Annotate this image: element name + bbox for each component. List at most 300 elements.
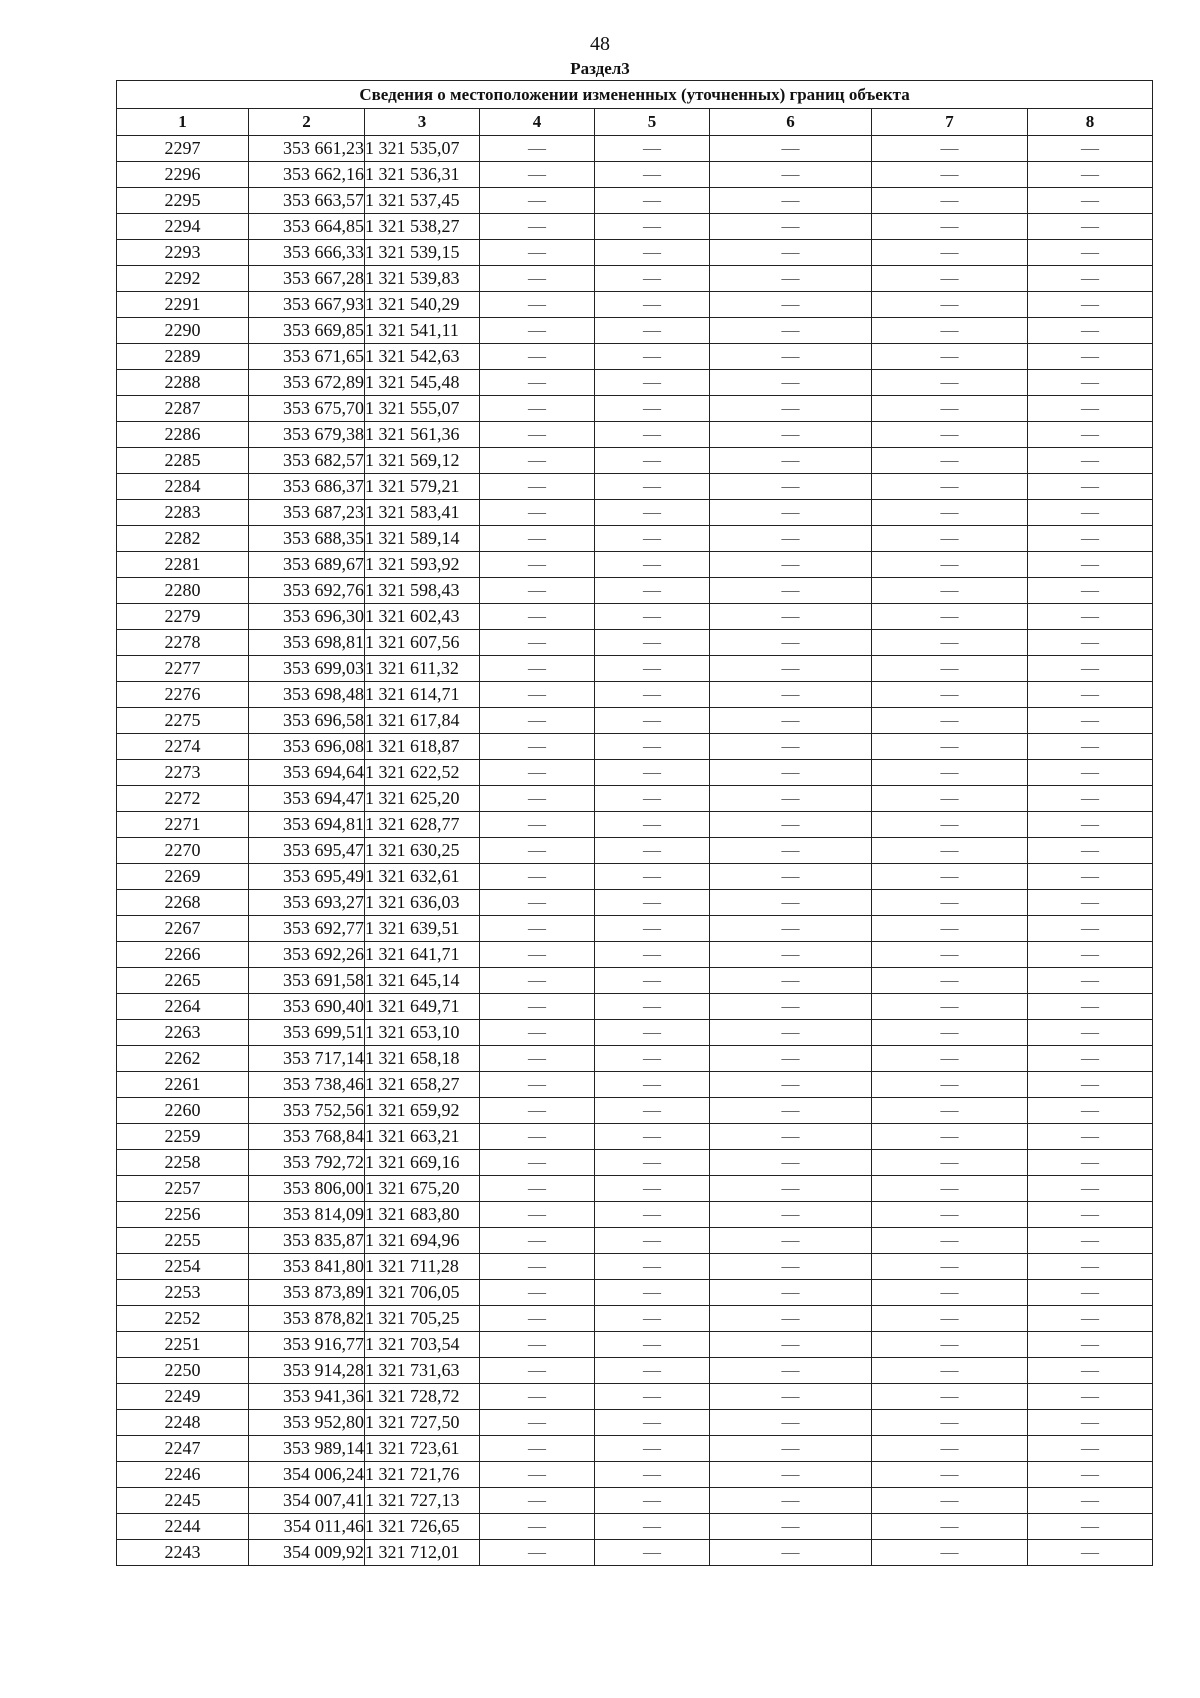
empty-cell-col-6: — [710, 916, 872, 942]
empty-cell-col-5: — [595, 1228, 710, 1254]
point-number-cell: 2262 [117, 1046, 249, 1072]
empty-cell-col-5: — [595, 526, 710, 552]
column-number-row [117, 109, 1153, 136]
empty-cell-col-4: — [480, 162, 595, 188]
empty-cell-col-6: — [710, 552, 872, 578]
x-coordinate-cell: 353 695,47 [249, 838, 365, 864]
empty-cell-col-7: — [872, 1228, 1028, 1254]
x-coordinate-cell: 353 699,03 [249, 656, 365, 682]
y-coordinate-cell: 1 321 617,84 [365, 708, 480, 734]
empty-cell-col-7: — [872, 786, 1028, 812]
empty-cell-col-6: — [710, 396, 872, 422]
y-coordinate-cell: 1 321 536,31 [365, 162, 480, 188]
empty-cell-col-7: — [872, 1072, 1028, 1098]
empty-cell-col-5: — [595, 1280, 710, 1306]
empty-cell-col-8: — [1028, 890, 1153, 916]
x-coordinate-cell: 354 011,46 [249, 1514, 365, 1540]
empty-cell-col-4: — [480, 1228, 595, 1254]
empty-cell-col-6: — [710, 864, 872, 890]
empty-cell-col-8: — [1028, 1150, 1153, 1176]
empty-cell-col-7: — [872, 1540, 1028, 1566]
empty-cell-col-6: — [710, 1384, 872, 1410]
empty-cell-col-4: — [480, 1514, 595, 1540]
point-number-cell: 2290 [117, 318, 249, 344]
point-number-cell: 2265 [117, 968, 249, 994]
y-coordinate-cell: 1 321 538,27 [365, 214, 480, 240]
empty-cell-col-4: — [480, 916, 595, 942]
point-number-cell: 2296 [117, 162, 249, 188]
x-coordinate-cell: 353 686,37 [249, 474, 365, 500]
empty-cell-col-4: — [480, 474, 595, 500]
y-coordinate-cell: 1 321 540,29 [365, 292, 480, 318]
empty-cell-col-5: — [595, 266, 710, 292]
empty-cell-col-7: — [872, 942, 1028, 968]
y-coordinate-cell: 1 321 694,96 [365, 1228, 480, 1254]
empty-cell-col-6: — [710, 734, 872, 760]
table-row [117, 1384, 1153, 1410]
empty-cell-col-8: — [1028, 760, 1153, 786]
y-coordinate-cell: 1 321 614,71 [365, 682, 480, 708]
column-number-2: 2 [249, 109, 365, 136]
y-coordinate-cell: 1 321 535,07 [365, 136, 480, 162]
y-coordinate-cell: 1 321 602,43 [365, 604, 480, 630]
y-coordinate-cell: 1 321 641,71 [365, 942, 480, 968]
empty-cell-col-6: — [710, 786, 872, 812]
point-number-cell: 2293 [117, 240, 249, 266]
y-coordinate-cell: 1 321 593,92 [365, 552, 480, 578]
point-number-cell: 2288 [117, 370, 249, 396]
x-coordinate-cell: 353 663,57 [249, 188, 365, 214]
y-coordinate-cell: 1 321 649,71 [365, 994, 480, 1020]
empty-cell-col-8: — [1028, 1254, 1153, 1280]
point-number-cell: 2255 [117, 1228, 249, 1254]
empty-cell-col-4: — [480, 1254, 595, 1280]
table-row [117, 890, 1153, 916]
empty-cell-col-4: — [480, 1072, 595, 1098]
empty-cell-col-4: — [480, 422, 595, 448]
empty-cell-col-7: — [872, 292, 1028, 318]
x-coordinate-cell: 353 682,57 [249, 448, 365, 474]
y-coordinate-cell: 1 321 569,12 [365, 448, 480, 474]
empty-cell-col-6: — [710, 760, 872, 786]
table-row [117, 708, 1153, 734]
empty-cell-col-5: — [595, 1488, 710, 1514]
empty-cell-col-8: — [1028, 1436, 1153, 1462]
empty-cell-col-5: — [595, 1202, 710, 1228]
table-row [117, 1202, 1153, 1228]
empty-cell-col-5: — [595, 1436, 710, 1462]
empty-cell-col-5: — [595, 344, 710, 370]
empty-cell-col-7: — [872, 734, 1028, 760]
empty-cell-col-5: — [595, 448, 710, 474]
point-number-cell: 2275 [117, 708, 249, 734]
empty-cell-col-5: — [595, 1072, 710, 1098]
empty-cell-col-8: — [1028, 630, 1153, 656]
y-coordinate-cell: 1 321 711,28 [365, 1254, 480, 1280]
empty-cell-col-4: — [480, 630, 595, 656]
empty-cell-col-7: — [872, 370, 1028, 396]
empty-cell-col-8: — [1028, 396, 1153, 422]
table-row [117, 682, 1153, 708]
table-row [117, 942, 1153, 968]
empty-cell-col-4: — [480, 1150, 595, 1176]
empty-cell-col-5: — [595, 370, 710, 396]
empty-cell-col-6: — [710, 474, 872, 500]
empty-cell-col-5: — [595, 630, 710, 656]
table-row [117, 552, 1153, 578]
empty-cell-col-5: — [595, 838, 710, 864]
table-row [117, 344, 1153, 370]
point-number-cell: 2269 [117, 864, 249, 890]
empty-cell-col-6: — [710, 1488, 872, 1514]
x-coordinate-cell: 353 687,23 [249, 500, 365, 526]
empty-cell-col-6: — [710, 1436, 872, 1462]
empty-cell-col-6: — [710, 656, 872, 682]
empty-cell-col-8: — [1028, 1020, 1153, 1046]
y-coordinate-cell: 1 321 618,87 [365, 734, 480, 760]
point-number-cell: 2251 [117, 1332, 249, 1358]
empty-cell-col-4: — [480, 1436, 595, 1462]
empty-cell-col-8: — [1028, 162, 1153, 188]
empty-cell-col-7: — [872, 916, 1028, 942]
point-number-cell: 2294 [117, 214, 249, 240]
x-coordinate-cell: 353 664,85 [249, 214, 365, 240]
empty-cell-col-8: — [1028, 812, 1153, 838]
coordinates-table [116, 80, 1153, 1566]
column-number-3: 3 [365, 109, 480, 136]
empty-cell-col-6: — [710, 1098, 872, 1124]
point-number-cell: 2249 [117, 1384, 249, 1410]
empty-cell-col-6: — [710, 1176, 872, 1202]
y-coordinate-cell: 1 321 712,01 [365, 1540, 480, 1566]
empty-cell-col-5: — [595, 474, 710, 500]
y-coordinate-cell: 1 321 703,54 [365, 1332, 480, 1358]
caption-row [117, 81, 1153, 109]
table-row [117, 1540, 1153, 1566]
y-coordinate-cell: 1 321 625,20 [365, 786, 480, 812]
point-number-cell: 2248 [117, 1410, 249, 1436]
empty-cell-col-7: — [872, 630, 1028, 656]
y-coordinate-cell: 1 321 545,48 [365, 370, 480, 396]
empty-cell-col-8: — [1028, 188, 1153, 214]
empty-cell-col-5: — [595, 1254, 710, 1280]
table-row [117, 916, 1153, 942]
empty-cell-col-6: — [710, 500, 872, 526]
page-number: 48 [590, 33, 610, 55]
empty-cell-col-4: — [480, 136, 595, 162]
y-coordinate-cell: 1 321 726,65 [365, 1514, 480, 1540]
point-number-cell: 2247 [117, 1436, 249, 1462]
y-coordinate-cell: 1 321 579,21 [365, 474, 480, 500]
y-coordinate-cell: 1 321 728,72 [365, 1384, 480, 1410]
point-number-cell: 2273 [117, 760, 249, 786]
point-number-cell: 2297 [117, 136, 249, 162]
table-row [117, 864, 1153, 890]
table-row [117, 292, 1153, 318]
point-number-cell: 2287 [117, 396, 249, 422]
empty-cell-col-6: — [710, 630, 872, 656]
empty-cell-col-8: — [1028, 1072, 1153, 1098]
empty-cell-col-7: — [872, 1436, 1028, 1462]
y-coordinate-cell: 1 321 675,20 [365, 1176, 480, 1202]
x-coordinate-cell: 353 914,28 [249, 1358, 365, 1384]
table-body [117, 136, 1153, 1566]
y-coordinate-cell: 1 321 645,14 [365, 968, 480, 994]
empty-cell-col-8: — [1028, 1358, 1153, 1384]
y-coordinate-cell: 1 321 659,92 [365, 1098, 480, 1124]
empty-cell-col-8: — [1028, 942, 1153, 968]
point-number-cell: 2268 [117, 890, 249, 916]
y-coordinate-cell: 1 321 607,56 [365, 630, 480, 656]
column-number-6: 6 [710, 109, 872, 136]
point-number-cell: 2289 [117, 344, 249, 370]
y-coordinate-cell: 1 321 542,63 [365, 344, 480, 370]
y-coordinate-cell: 1 321 630,25 [365, 838, 480, 864]
empty-cell-col-6: — [710, 266, 872, 292]
y-coordinate-cell: 1 321 727,50 [365, 1410, 480, 1436]
table-row [117, 760, 1153, 786]
table-row [117, 422, 1153, 448]
empty-cell-col-4: — [480, 240, 595, 266]
x-coordinate-cell: 353 738,46 [249, 1072, 365, 1098]
empty-cell-col-6: — [710, 1514, 872, 1540]
empty-cell-col-4: — [480, 578, 595, 604]
empty-cell-col-4: — [480, 1384, 595, 1410]
x-coordinate-cell: 353 989,14 [249, 1436, 365, 1462]
empty-cell-col-7: — [872, 1384, 1028, 1410]
empty-cell-col-6: — [710, 1306, 872, 1332]
point-number-cell: 2254 [117, 1254, 249, 1280]
y-coordinate-cell: 1 321 541,11 [365, 318, 480, 344]
empty-cell-col-7: — [872, 188, 1028, 214]
empty-cell-col-8: — [1028, 292, 1153, 318]
y-coordinate-cell: 1 321 622,52 [365, 760, 480, 786]
empty-cell-col-8: — [1028, 1098, 1153, 1124]
empty-cell-col-4: — [480, 1124, 595, 1150]
table-row [117, 630, 1153, 656]
empty-cell-col-8: — [1028, 1514, 1153, 1540]
x-coordinate-cell: 353 690,40 [249, 994, 365, 1020]
table-row [117, 968, 1153, 994]
empty-cell-col-8: — [1028, 1202, 1153, 1228]
point-number-cell: 2261 [117, 1072, 249, 1098]
x-coordinate-cell: 353 698,48 [249, 682, 365, 708]
empty-cell-col-6: — [710, 838, 872, 864]
empty-cell-col-8: — [1028, 318, 1153, 344]
empty-cell-col-8: — [1028, 136, 1153, 162]
empty-cell-col-4: — [480, 968, 595, 994]
table-row [117, 1124, 1153, 1150]
table-row [117, 136, 1153, 162]
y-coordinate-cell: 1 321 727,13 [365, 1488, 480, 1514]
empty-cell-col-7: — [872, 1098, 1028, 1124]
point-number-cell: 2274 [117, 734, 249, 760]
point-number-cell: 2259 [117, 1124, 249, 1150]
empty-cell-col-5: — [595, 318, 710, 344]
table-row [117, 578, 1153, 604]
empty-cell-col-8: — [1028, 214, 1153, 240]
point-number-cell: 2277 [117, 656, 249, 682]
x-coordinate-cell: 353 679,38 [249, 422, 365, 448]
y-coordinate-cell: 1 321 706,05 [365, 1280, 480, 1306]
empty-cell-col-5: — [595, 422, 710, 448]
y-coordinate-cell: 1 321 561,36 [365, 422, 480, 448]
table-row [117, 1410, 1153, 1436]
column-number-8: 8 [1028, 109, 1153, 136]
empty-cell-col-5: — [595, 188, 710, 214]
point-number-cell: 2280 [117, 578, 249, 604]
y-coordinate-cell: 1 321 539,15 [365, 240, 480, 266]
x-coordinate-cell: 353 666,33 [249, 240, 365, 266]
point-number-cell: 2272 [117, 786, 249, 812]
empty-cell-col-5: — [595, 1358, 710, 1384]
empty-cell-col-8: — [1028, 708, 1153, 734]
empty-cell-col-6: — [710, 994, 872, 1020]
empty-cell-col-7: — [872, 1332, 1028, 1358]
table-row [117, 1514, 1153, 1540]
empty-cell-col-8: — [1028, 1176, 1153, 1202]
empty-cell-col-6: — [710, 1254, 872, 1280]
empty-cell-col-8: — [1028, 240, 1153, 266]
y-coordinate-cell: 1 321 589,14 [365, 526, 480, 552]
table-row [117, 266, 1153, 292]
x-coordinate-cell: 353 694,81 [249, 812, 365, 838]
empty-cell-col-5: — [595, 682, 710, 708]
table-row [117, 1332, 1153, 1358]
empty-cell-col-4: — [480, 864, 595, 890]
point-number-cell: 2284 [117, 474, 249, 500]
empty-cell-col-4: — [480, 734, 595, 760]
empty-cell-col-8: — [1028, 1384, 1153, 1410]
empty-cell-col-4: — [480, 1202, 595, 1228]
empty-cell-col-6: — [710, 942, 872, 968]
empty-cell-col-6: — [710, 318, 872, 344]
empty-cell-col-8: — [1028, 864, 1153, 890]
point-number-cell: 2285 [117, 448, 249, 474]
table-row [117, 500, 1153, 526]
x-coordinate-cell: 353 841,80 [249, 1254, 365, 1280]
column-number-7: 7 [872, 109, 1028, 136]
empty-cell-col-7: — [872, 1462, 1028, 1488]
empty-cell-col-7: — [872, 1488, 1028, 1514]
x-coordinate-cell: 354 009,92 [249, 1540, 365, 1566]
empty-cell-col-7: — [872, 422, 1028, 448]
point-number-cell: 2243 [117, 1540, 249, 1566]
empty-cell-col-6: — [710, 526, 872, 552]
empty-cell-col-6: — [710, 1462, 872, 1488]
empty-cell-col-6: — [710, 1124, 872, 1150]
empty-cell-col-4: — [480, 838, 595, 864]
y-coordinate-cell: 1 321 731,63 [365, 1358, 480, 1384]
point-number-cell: 2286 [117, 422, 249, 448]
empty-cell-col-5: — [595, 1098, 710, 1124]
table-row [117, 1254, 1153, 1280]
x-coordinate-cell: 353 806,00 [249, 1176, 365, 1202]
empty-cell-col-4: — [480, 1020, 595, 1046]
table-row [117, 1358, 1153, 1384]
point-number-cell: 2252 [117, 1306, 249, 1332]
empty-cell-col-5: — [595, 1176, 710, 1202]
empty-cell-col-5: — [595, 864, 710, 890]
column-number-1: 1 [117, 109, 249, 136]
empty-cell-col-8: — [1028, 552, 1153, 578]
empty-cell-col-7: — [872, 1254, 1028, 1280]
empty-cell-col-7: — [872, 1202, 1028, 1228]
empty-cell-col-7: — [872, 1410, 1028, 1436]
y-coordinate-cell: 1 321 653,10 [365, 1020, 480, 1046]
empty-cell-col-6: — [710, 682, 872, 708]
x-coordinate-cell: 353 699,51 [249, 1020, 365, 1046]
empty-cell-col-7: — [872, 136, 1028, 162]
empty-cell-col-6: — [710, 1046, 872, 1072]
point-number-cell: 2283 [117, 500, 249, 526]
point-number-cell: 2291 [117, 292, 249, 318]
x-coordinate-cell: 353 662,16 [249, 162, 365, 188]
x-coordinate-cell: 353 694,64 [249, 760, 365, 786]
empty-cell-col-6: — [710, 1332, 872, 1358]
empty-cell-col-6: — [710, 292, 872, 318]
empty-cell-col-7: — [872, 1306, 1028, 1332]
empty-cell-col-5: — [595, 1384, 710, 1410]
y-coordinate-cell: 1 321 628,77 [365, 812, 480, 838]
empty-cell-col-6: — [710, 448, 872, 474]
point-number-cell: 2246 [117, 1462, 249, 1488]
empty-cell-col-5: — [595, 812, 710, 838]
empty-cell-col-8: — [1028, 1410, 1153, 1436]
x-coordinate-cell: 353 698,81 [249, 630, 365, 656]
point-number-cell: 2282 [117, 526, 249, 552]
empty-cell-col-7: — [872, 968, 1028, 994]
y-coordinate-cell: 1 321 658,27 [365, 1072, 480, 1098]
empty-cell-col-5: — [595, 396, 710, 422]
empty-cell-col-8: — [1028, 1306, 1153, 1332]
x-coordinate-cell: 353 814,09 [249, 1202, 365, 1228]
x-coordinate-cell: 353 873,89 [249, 1280, 365, 1306]
empty-cell-col-5: — [595, 656, 710, 682]
x-coordinate-cell: 353 717,14 [249, 1046, 365, 1072]
empty-cell-col-7: — [872, 1046, 1028, 1072]
empty-cell-col-7: — [872, 396, 1028, 422]
empty-cell-col-8: — [1028, 474, 1153, 500]
table-row [117, 1280, 1153, 1306]
x-coordinate-cell: 353 669,85 [249, 318, 365, 344]
empty-cell-col-5: — [595, 136, 710, 162]
empty-cell-col-8: — [1028, 266, 1153, 292]
empty-cell-col-8: — [1028, 1462, 1153, 1488]
table-caption: Сведения о местоположении измененных (уточненных) границ объекта [117, 81, 1153, 109]
table-row [117, 1488, 1153, 1514]
table-row [117, 396, 1153, 422]
empty-cell-col-4: — [480, 266, 595, 292]
y-coordinate-cell: 1 321 663,21 [365, 1124, 480, 1150]
y-coordinate-cell: 1 321 721,76 [365, 1462, 480, 1488]
empty-cell-col-5: — [595, 1020, 710, 1046]
empty-cell-col-7: — [872, 994, 1028, 1020]
empty-cell-col-4: — [480, 760, 595, 786]
empty-cell-col-8: — [1028, 1332, 1153, 1358]
table-row [117, 604, 1153, 630]
empty-cell-col-5: — [595, 1410, 710, 1436]
empty-cell-col-6: — [710, 422, 872, 448]
point-number-cell: 2244 [117, 1514, 249, 1540]
y-coordinate-cell: 1 321 555,07 [365, 396, 480, 422]
empty-cell-col-6: — [710, 812, 872, 838]
table-row [117, 1436, 1153, 1462]
empty-cell-col-8: — [1028, 1540, 1153, 1566]
empty-cell-col-4: — [480, 812, 595, 838]
x-coordinate-cell: 353 689,67 [249, 552, 365, 578]
empty-cell-col-6: — [710, 188, 872, 214]
